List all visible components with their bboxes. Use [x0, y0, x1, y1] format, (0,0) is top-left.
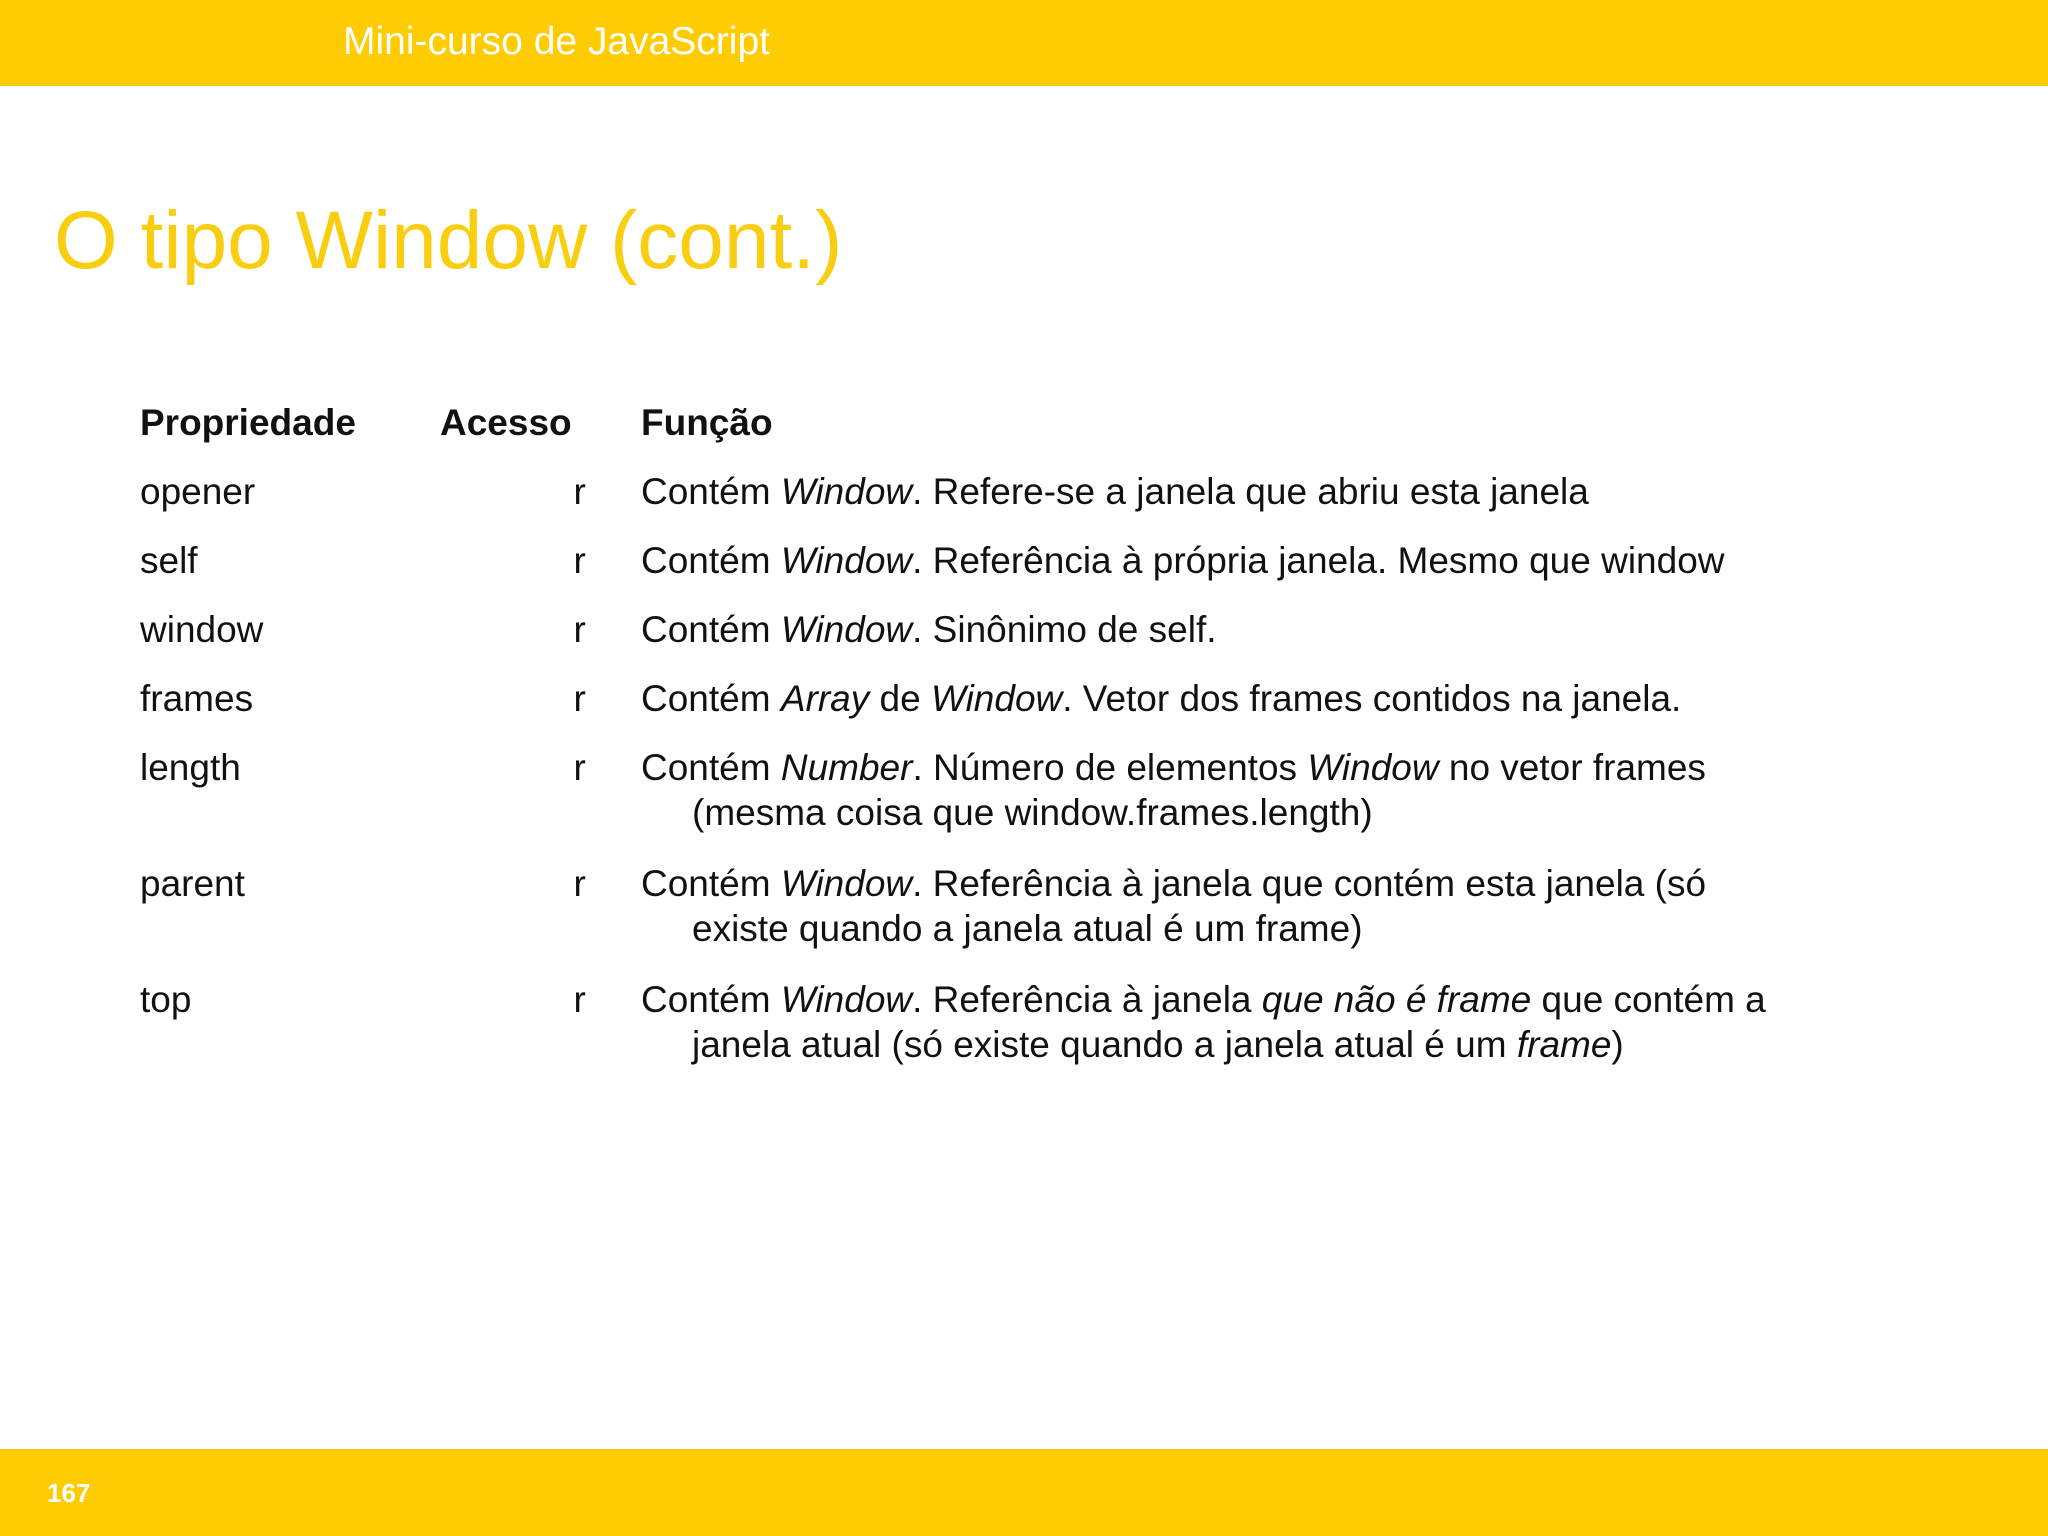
- text-segment: . Referência à própria janela. Mesmo que window: [912, 540, 1725, 581]
- property-name: length: [140, 747, 241, 788]
- italic-text: frame: [1516, 1024, 1612, 1065]
- text-segment: . Sinônimo de self.: [912, 609, 1217, 650]
- text-segment: Contém: [641, 678, 781, 719]
- description-line: [641, 861, 1920, 906]
- access-mode: r: [573, 609, 586, 650]
- text-segment: Contém: [641, 979, 781, 1020]
- italic-text: Window: [780, 540, 913, 581]
- table-row: [140, 607, 1920, 652]
- description-line: [641, 790, 1920, 835]
- table-header-row: [140, 400, 1920, 445]
- italic-text: Number: [780, 747, 913, 788]
- description-line: [641, 745, 1920, 790]
- access-mode: r: [573, 863, 586, 904]
- description-line: [641, 538, 1920, 583]
- text-segment: . Refere-se a janela que abriu esta janela: [912, 471, 1589, 512]
- description-line: [641, 977, 1920, 1022]
- text-segment: ): [1611, 1024, 1624, 1065]
- column-header-property: Propriedade: [140, 402, 356, 443]
- course-title: Mini-curso de JavaScript: [343, 20, 770, 63]
- table-row: [140, 977, 1920, 1067]
- italic-text: Window: [780, 863, 913, 904]
- text-segment: . Referência à janela que contém esta janela (só: [912, 863, 1707, 904]
- italic-text: Window: [930, 678, 1063, 719]
- description-line: [641, 1022, 1920, 1067]
- table-row: [140, 469, 1920, 514]
- italic-text: Window: [780, 979, 913, 1020]
- property-name: self: [140, 540, 198, 581]
- text-segment: que contém a: [1531, 979, 1766, 1020]
- page-number: 167: [47, 1478, 91, 1508]
- property-name: top: [140, 979, 192, 1020]
- description-line: [641, 469, 1920, 514]
- footer-bar: [0, 1449, 2048, 1536]
- text-segment: . Número de elementos: [912, 747, 1308, 788]
- access-mode: r: [573, 540, 586, 581]
- property-name: frames: [140, 678, 254, 719]
- table-row: [140, 861, 1920, 951]
- table-body: [140, 469, 1920, 1067]
- italic-text: Window: [1307, 747, 1439, 788]
- text-segment: Contém: [641, 747, 781, 788]
- description-line: [641, 906, 1920, 951]
- table-row: [140, 745, 1920, 835]
- text-segment: janela atual (só existe quando a janela atual é um: [692, 1024, 1517, 1065]
- italic-text: Window: [780, 471, 913, 512]
- text-segment: (mesma coisa que window.frames.length): [692, 792, 1373, 833]
- description-line: [641, 607, 1920, 652]
- access-mode: r: [573, 747, 586, 788]
- table-row: [140, 676, 1920, 721]
- text-segment: Contém: [641, 471, 781, 512]
- property-name: parent: [140, 863, 245, 904]
- function-description: [641, 977, 1920, 1067]
- function-description: [641, 676, 1920, 721]
- access-mode: r: [573, 678, 586, 719]
- text-segment: . Referência à janela: [912, 979, 1262, 1020]
- text-segment: no vetor frames: [1438, 747, 1706, 788]
- property-name: opener: [140, 471, 256, 512]
- function-description: [641, 745, 1920, 835]
- column-header-function: Função: [641, 402, 773, 443]
- text-segment: Contém: [641, 540, 781, 581]
- text-segment: existe quando a janela atual é um frame): [692, 908, 1363, 949]
- access-mode: r: [573, 979, 586, 1020]
- italic-text: Window: [780, 609, 913, 650]
- column-header-access: Acesso: [440, 402, 572, 443]
- description-line: [641, 676, 1920, 721]
- header-bar: [0, 0, 2048, 86]
- text-segment: de: [869, 678, 931, 719]
- function-description: [641, 469, 1920, 514]
- function-description: [641, 607, 1920, 652]
- slide-title: O tipo Window (cont.): [54, 195, 843, 286]
- italic-text: Array: [780, 678, 870, 719]
- text-segment: Contém: [641, 609, 781, 650]
- table-row: [140, 538, 1920, 583]
- property-name: window: [140, 609, 264, 650]
- text-segment: . Vetor dos frames contidos na janela.: [1062, 678, 1682, 719]
- function-description: [641, 538, 1920, 583]
- function-description: [641, 861, 1920, 951]
- text-segment: Contém: [641, 863, 781, 904]
- access-mode: r: [573, 471, 586, 512]
- properties-table: [140, 400, 1920, 1093]
- italic-text: que não é frame: [1261, 979, 1532, 1020]
